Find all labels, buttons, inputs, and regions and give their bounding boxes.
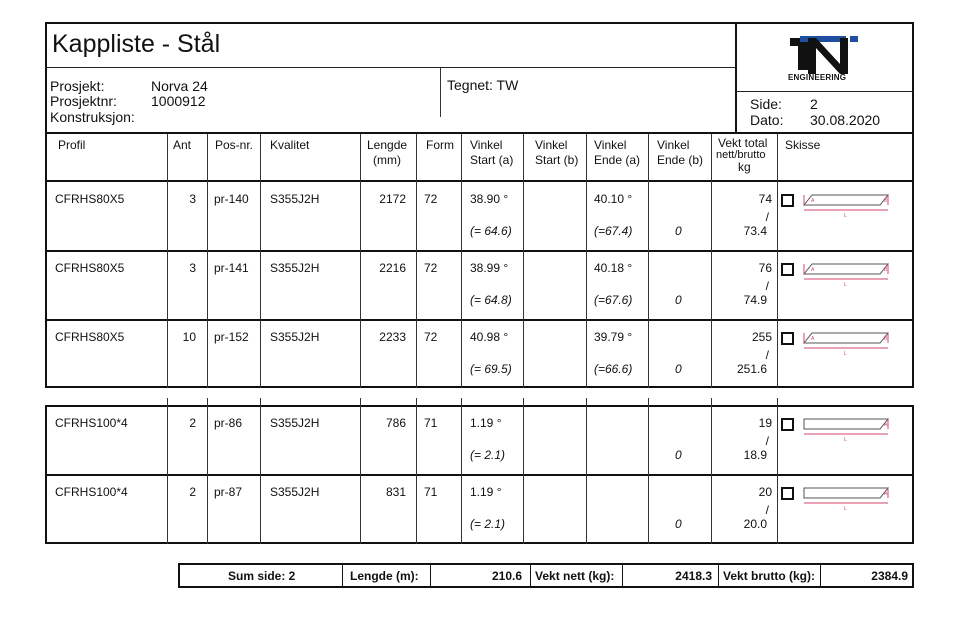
column-divider (360, 134, 361, 388)
column-divider (648, 134, 649, 388)
col-vekt-1: Vekt total (718, 136, 768, 150)
column-divider (777, 134, 778, 388)
svg-text:B: B (884, 267, 888, 273)
col-veb-1: Vinkel (657, 138, 690, 152)
table-group-1 (45, 182, 914, 388)
cell-kvalitet: S355J2H (270, 416, 320, 430)
cell-vinkel-start-a-sub: (= 64.8) (470, 293, 512, 307)
col-vsa-1: Vinkel (470, 138, 503, 152)
col-profil: Profil (58, 138, 86, 152)
col-lengde-1: Lengde (367, 138, 408, 152)
cell-vekt-brutto: 74.9 (743, 293, 767, 307)
tegnet-label: Tegnet: TW (447, 77, 519, 93)
sum-brutto-value: 2384.9 (871, 569, 908, 583)
cell-kvalitet: S355J2H (270, 192, 320, 206)
prosjektnr-value: 1000912 (151, 93, 206, 109)
cell-vinkel-ende-b: 0 (675, 448, 682, 462)
svg-text:A: A (811, 267, 815, 273)
sum-lengde-label: Lengde (m): (350, 569, 419, 583)
sum-lengde-value: 210.6 (491, 569, 522, 583)
cell-vekt-sep: / (765, 279, 769, 293)
cell-vekt-nett: 19 (758, 416, 772, 430)
col-kvalitet: Kvalitet (270, 138, 310, 152)
column-divider (586, 134, 587, 388)
cell-pos: pr-86 (214, 416, 243, 430)
cell-vinkel-ende-a: 40.10 ° (594, 192, 633, 206)
cell-lengde: 2216 (379, 261, 406, 275)
row-checkbox[interactable] (781, 487, 794, 500)
column-divider (461, 134, 462, 388)
cell-ant: 2 (189, 485, 196, 499)
col-pos: Pos-nr. (215, 138, 254, 152)
cell-vinkel-ende-b: 0 (675, 517, 682, 531)
cell-vekt-brutto: 18.9 (743, 448, 767, 462)
cell-ant: 2 (189, 416, 196, 430)
cell-lengde: 831 (385, 485, 406, 499)
cell-pos: pr-87 (214, 485, 243, 499)
svg-text:L: L (844, 351, 847, 357)
column-divider (777, 398, 778, 544)
cell-ant: 3 (189, 192, 196, 206)
cell-vinkel-start-a-sub: (= 2.1) (470, 517, 506, 531)
cell-vekt-sep: / (765, 503, 769, 517)
cell-vinkel-ende-a-sub: (=66.6) (594, 362, 633, 376)
company-logo (784, 30, 864, 85)
cell-pos: pr-140 (214, 192, 249, 206)
sum-nett-label: Vekt nett (kg): (535, 569, 615, 583)
cell-kvalitet: S355J2H (270, 261, 320, 275)
cell-vinkel-ende-b: 0 (675, 293, 682, 307)
cell-lengde: 2172 (379, 192, 406, 206)
side-value: 2 (810, 96, 818, 112)
konstruksjon-label: Konstruksjon: (50, 109, 135, 125)
row-checkbox[interactable] (781, 194, 794, 207)
cell-form: 71 (424, 485, 438, 499)
cell-vinkel-ende-a-sub: (=67.4) (594, 224, 633, 238)
prosjekt-label: Prosjekt: (50, 78, 105, 94)
dato-value: 30.08.2020 (810, 112, 881, 128)
col-ant: Ant (173, 138, 192, 152)
cell-vekt-brutto: 73.4 (743, 224, 767, 238)
column-divider (207, 398, 208, 544)
cell-kvalitet: S355J2H (270, 330, 320, 344)
column-divider (523, 398, 524, 544)
cell-profil: CFRHS100*4 (55, 485, 128, 499)
svg-text:A: A (884, 422, 888, 428)
cell-vinkel-ende-a: 39.79 ° (594, 330, 633, 344)
cell-vekt-brutto: 20.0 (743, 517, 767, 531)
profile-sketch-icon (800, 329, 895, 359)
cell-vinkel-ende-b: 0 (675, 362, 682, 376)
profile-sketch-icon (800, 260, 895, 290)
svg-text:B: B (884, 198, 888, 204)
cell-vinkel-start-a: 40.98 ° (470, 330, 509, 344)
prosjekt-value: Norva 24 (151, 78, 208, 94)
row-checkbox[interactable] (781, 418, 794, 431)
cell-pos: pr-152 (214, 330, 249, 344)
cell-vinkel-start-a-sub: (= 69.5) (470, 362, 512, 376)
svg-text:L: L (844, 506, 847, 512)
col-vsb-1: Vinkel (535, 138, 568, 152)
cell-lengde: 2233 (379, 330, 406, 344)
cell-vekt-nett: 255 (751, 330, 772, 344)
cell-vekt-nett: 20 (758, 485, 772, 499)
column-divider (416, 134, 417, 388)
cell-form: 72 (424, 261, 438, 275)
profile-sketch-icon (800, 484, 895, 514)
column-divider (461, 398, 462, 544)
col-vea-2: Ende (a) (594, 153, 641, 167)
cell-vinkel-start-a-sub: (= 2.1) (470, 448, 506, 462)
svg-text:A: A (811, 336, 815, 342)
cell-vinkel-start-a-sub: (= 64.6) (470, 224, 512, 238)
col-vsa-2: Start (a) (470, 153, 514, 167)
cell-profil: CFRHS80X5 (55, 192, 125, 206)
cell-profil: CFRHS80X5 (55, 261, 125, 275)
column-divider (260, 398, 261, 544)
column-divider (260, 134, 261, 388)
cell-vekt-sep: / (765, 434, 769, 448)
column-divider (586, 398, 587, 544)
cell-vinkel-ende-a-sub: (=67.6) (594, 293, 633, 307)
col-vsb-2: Start (b) (535, 153, 579, 167)
cell-lengde: 786 (385, 416, 406, 430)
dato-label: Dato: (750, 112, 784, 128)
cell-form: 72 (424, 330, 438, 344)
cell-form: 71 (424, 416, 438, 430)
cell-pos: pr-141 (214, 261, 249, 275)
col-vekt-2: nett/brutto (716, 149, 766, 161)
col-lengde-2: (mm) (373, 153, 401, 167)
sum-brutto-label: Vekt brutto (kg): (723, 569, 815, 583)
column-divider (523, 134, 524, 388)
col-skisse: Skisse (785, 138, 821, 152)
cell-kvalitet: S355J2H (270, 485, 320, 499)
cell-vinkel-ende-b: 0 (675, 224, 682, 238)
cell-vinkel-start-a: 1.19 ° (470, 485, 502, 499)
column-divider (207, 134, 208, 388)
column-divider (416, 398, 417, 544)
svg-text:B: B (884, 336, 888, 342)
row-checkbox[interactable] (781, 263, 794, 276)
svg-text:L: L (844, 282, 847, 288)
svg-text:A: A (811, 198, 815, 204)
cell-vinkel-start-a: 38.90 ° (470, 192, 509, 206)
col-form: Form (426, 138, 454, 152)
cell-vekt-nett: 76 (758, 261, 772, 275)
col-veb-2: Ende (b) (657, 153, 704, 167)
cell-vekt-nett: 74 (758, 192, 772, 206)
cell-ant: 10 (182, 330, 196, 344)
column-divider (648, 398, 649, 544)
profile-sketch-icon (800, 415, 895, 445)
prosjektnr-label: Prosjektnr: (50, 93, 117, 109)
sum-nett-value: 2418.3 (675, 569, 712, 583)
logo-text: ENGINEERING (788, 73, 847, 82)
cell-profil: CFRHS100*4 (55, 416, 128, 430)
column-divider (360, 398, 361, 544)
page-title: Kappliste - Stål (52, 30, 221, 58)
col-vekt-3: kg (738, 160, 751, 174)
cell-ant: 3 (189, 261, 196, 275)
row-checkbox[interactable] (781, 332, 794, 345)
side-label: Side: (750, 96, 782, 112)
profile-sketch-icon (800, 191, 895, 221)
cell-profil: CFRHS80X5 (55, 330, 125, 344)
cell-vinkel-start-a: 1.19 ° (470, 416, 502, 430)
sum-side-label: Sum side: 2 (228, 569, 296, 583)
cell-vekt-brutto: 251.6 (736, 362, 767, 376)
col-vea-1: Vinkel (594, 138, 627, 152)
svg-text:L: L (844, 437, 847, 443)
cell-vekt-sep: / (765, 348, 769, 362)
cell-vinkel-start-a: 38.99 ° (470, 261, 509, 275)
svg-text:A: A (884, 491, 888, 497)
svg-text:L: L (844, 213, 847, 219)
cell-form: 72 (424, 192, 438, 206)
cell-vinkel-ende-a: 40.18 ° (594, 261, 633, 275)
cell-vekt-sep: / (765, 210, 769, 224)
